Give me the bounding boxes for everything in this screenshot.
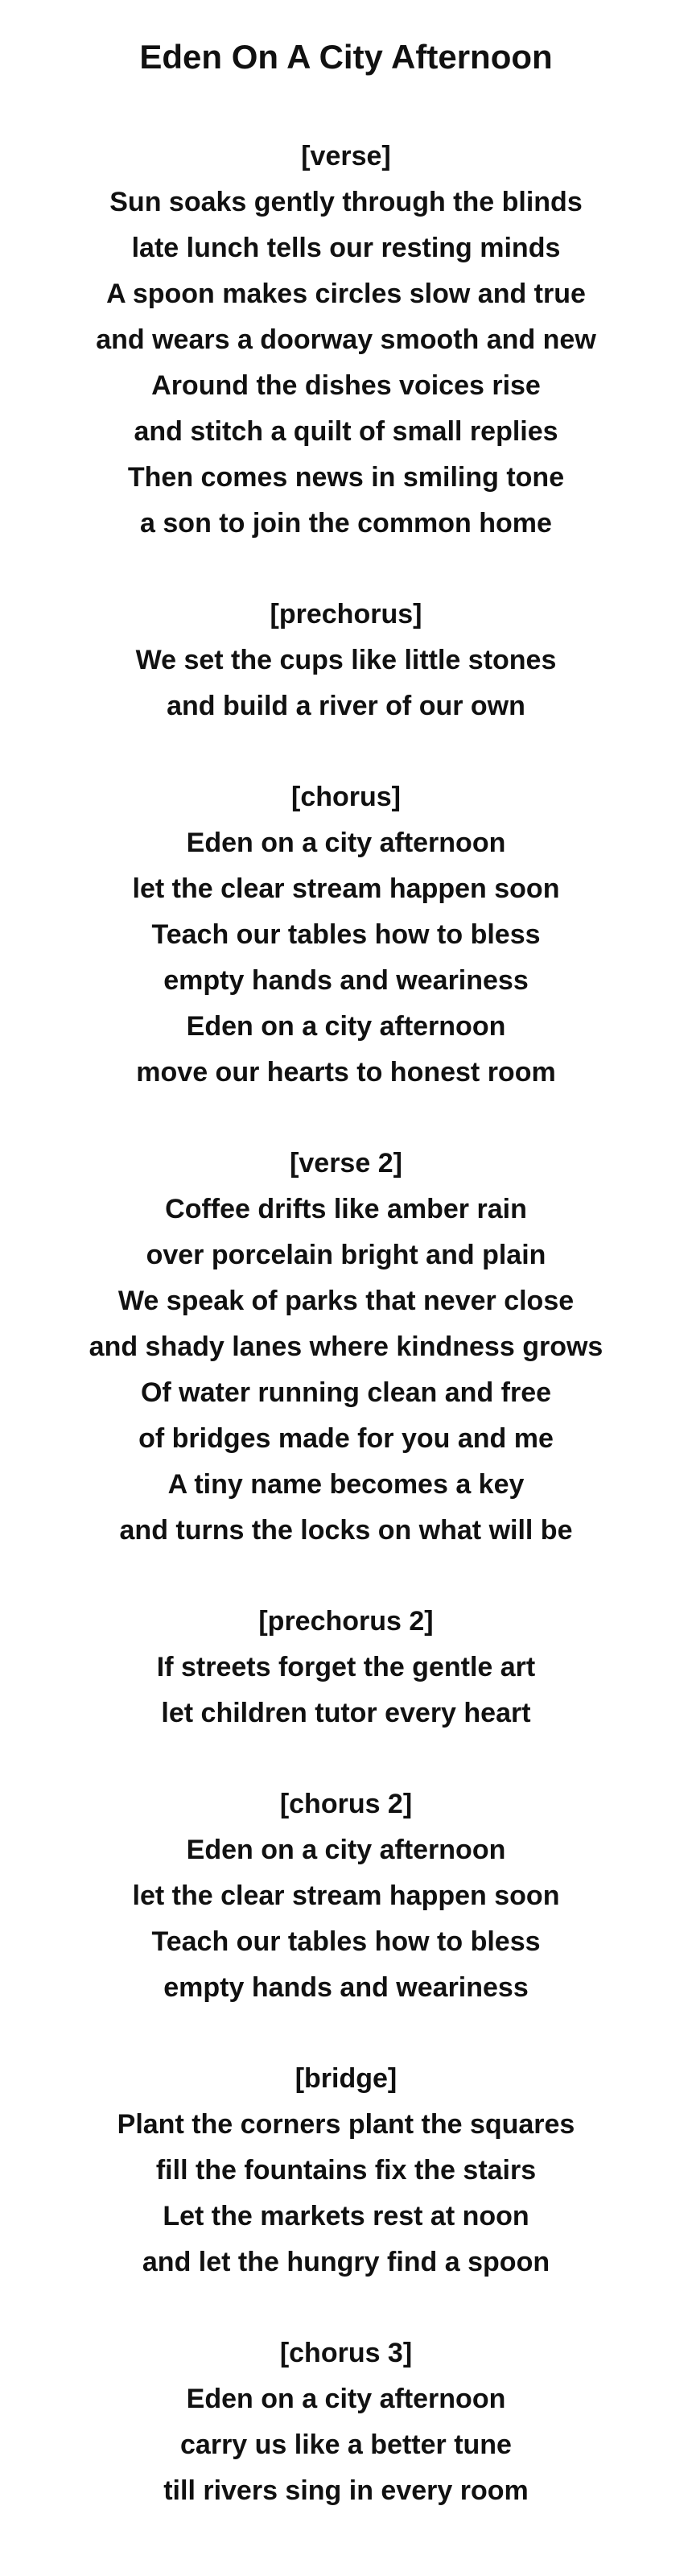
lyric-line: Let the markets rest at noon xyxy=(163,2201,529,2231)
song-title: Eden On A City Afternoon xyxy=(139,38,553,76)
lyric-line: If streets forget the gentle art xyxy=(156,1652,536,1682)
lyric-line: We set the cups like little stones xyxy=(135,645,557,675)
lyric-line: Eden on a city afternoon xyxy=(186,828,506,858)
lyric-line: Eden on a city afternoon xyxy=(186,1835,506,1865)
lyric-line: Then comes news in smiling tone xyxy=(127,462,565,493)
lyric-line: Of water running clean and free xyxy=(140,1377,552,1408)
lyric-line: Sun soaks gently through the blinds xyxy=(109,187,583,217)
section-tag: [chorus] xyxy=(291,782,401,812)
lyric-line: empty hands and weariness xyxy=(163,965,529,996)
lyric-line: and wears a doorway smooth and new xyxy=(96,324,596,355)
section-tag: [verse 2] xyxy=(290,1148,402,1179)
section-tag: [prechorus 2] xyxy=(258,1606,434,1637)
lyrics-body xyxy=(0,134,692,2514)
lyrics-section xyxy=(0,1781,692,2011)
lyrics-section xyxy=(0,134,692,547)
lyrics-section xyxy=(0,1141,692,1554)
lyric-line: of bridges made for you and me xyxy=(138,1423,554,1454)
lyric-line: and shady lanes where kindness grows xyxy=(89,1331,603,1362)
lyrics-section xyxy=(0,592,692,729)
lyric-line: and stitch a quilt of small replies xyxy=(134,416,558,447)
lyric-line: let children tutor every heart xyxy=(161,1698,531,1728)
lyric-line: empty hands and weariness xyxy=(163,1972,529,2003)
section-tag: [chorus 3] xyxy=(279,2338,413,2368)
section-tag: [bridge] xyxy=(295,2063,397,2094)
lyric-line: let the clear stream happen soon xyxy=(132,873,560,904)
lyric-line: A spoon makes circles slow and true xyxy=(106,279,586,309)
lyrics-section xyxy=(0,2330,692,2514)
lyric-line: Teach our tables how to bless xyxy=(151,919,541,950)
lyric-line: Eden on a city afternoon xyxy=(186,1011,506,1042)
section-tag: [chorus 2] xyxy=(279,1789,413,1819)
lyric-line: over porcelain bright and plain xyxy=(146,1240,546,1270)
lyric-line: We speak of parks that never close xyxy=(117,1286,575,1316)
lyric-line: let the clear stream happen soon xyxy=(132,1880,560,1911)
lyric-line: Eden on a city afternoon xyxy=(186,2384,506,2414)
lyric-line: A tiny name becomes a key xyxy=(167,1469,525,1500)
lyric-line: move our hearts to honest room xyxy=(136,1057,556,1088)
lyric-line: carry us like a better tune xyxy=(180,2429,512,2460)
lyric-line: late lunch tells our resting minds xyxy=(131,233,561,263)
lyric-line: fill the fountains fix the stairs xyxy=(155,2155,537,2186)
lyric-line: a son to join the common home xyxy=(140,508,552,539)
lyrics-section xyxy=(0,2056,692,2285)
lyric-line: Teach our tables how to bless xyxy=(151,1926,541,1957)
lyrics-section xyxy=(0,774,692,1096)
lyric-line: Coffee drifts like amber rain xyxy=(165,1194,527,1224)
lyric-line: Plant the corners plant the squares xyxy=(117,2109,575,2140)
lyric-line: and let the hungry find a spoon xyxy=(142,2247,550,2277)
section-tag: [verse] xyxy=(301,141,391,171)
lyric-line: till rivers sing in every room xyxy=(163,2475,529,2506)
lyric-line: and build a river of our own xyxy=(167,691,525,721)
lyrics-section xyxy=(0,1599,692,1736)
section-tag: [prechorus] xyxy=(270,599,422,630)
lyric-line: and turns the locks on what will be xyxy=(119,1515,573,1546)
lyric-line: Around the dishes voices rise xyxy=(151,370,541,401)
